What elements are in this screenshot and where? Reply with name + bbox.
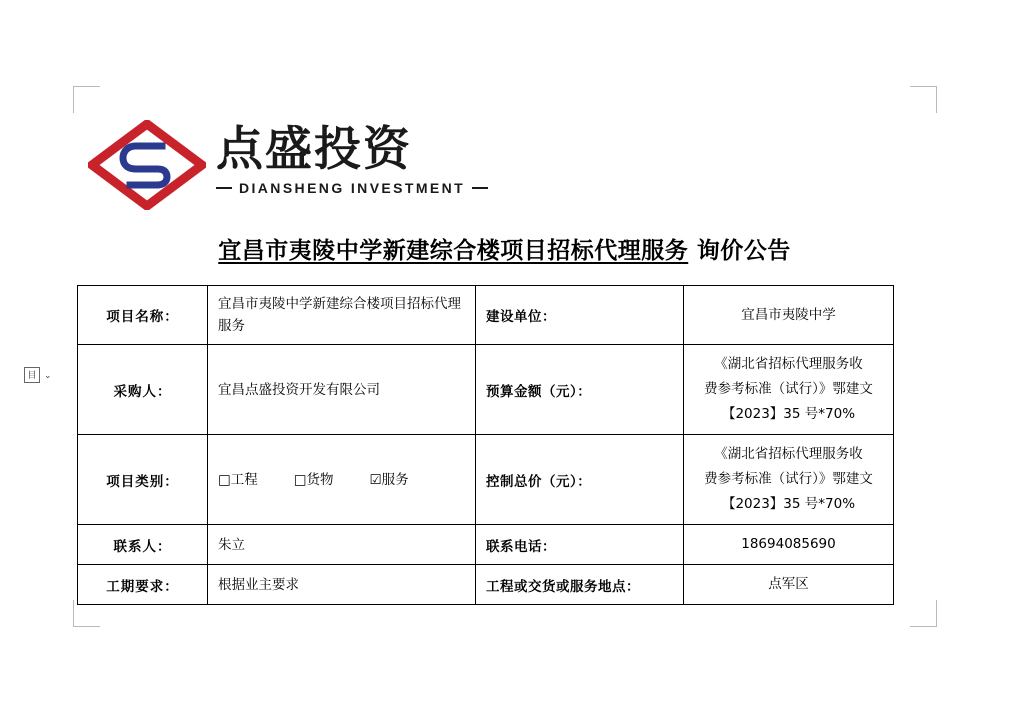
logo-wordmark — [216, 122, 492, 196]
table-row — [78, 345, 894, 435]
value-project-name: 宜昌市夷陵中学新建综合楼项目招标代理服务 — [208, 286, 476, 345]
label-project-name: 项目名称： — [78, 286, 208, 345]
logo-company-name-cn: 点盛投资 — [216, 122, 412, 177]
value-construction-unit: 宜昌市夷陵中学 — [684, 286, 894, 345]
value-control-price — [684, 435, 894, 525]
value-budget-amount — [684, 345, 894, 435]
crop-mark-top-left — [73, 86, 100, 113]
table-row — [78, 565, 894, 605]
label-control-price: 控制总价（元）： — [476, 435, 684, 525]
category-option-engineering-label: 工程 — [230, 471, 258, 488]
label-contact-phone: 联系电话： — [476, 525, 684, 565]
category-option-goods-label: 货物 — [306, 471, 334, 488]
diamond-logo-mark — [88, 120, 206, 210]
value-budget-amount-line1: 《湖北省招标代理服务收 — [714, 356, 863, 372]
category-option-engineering[interactable] — [218, 469, 258, 491]
value-duration-requirement: 根据业主要求 — [208, 565, 476, 605]
crop-mark-top-right — [910, 86, 937, 113]
page-title-suffix: 询价公告 — [696, 237, 791, 264]
category-option-service-label: 服务 — [381, 471, 409, 488]
table-row — [78, 525, 894, 565]
label-contact-person: 联系人： — [78, 525, 208, 565]
value-project-category — [208, 435, 476, 525]
value-contact-phone: 18694085690 — [684, 525, 894, 565]
company-logo — [88, 120, 493, 210]
page-title — [0, 232, 1009, 265]
value-budget-amount-line3: 【2023】35 号*70% — [721, 406, 856, 422]
label-project-category: 项目类别： — [78, 435, 208, 525]
checkbox-unchecked-icon[interactable]: □ — [218, 471, 231, 488]
value-control-price-line3: 【2023】35 号*70% — [721, 496, 856, 512]
category-option-group — [218, 469, 465, 491]
logo-company-name-en: DIANSHENG INVESTMENT — [239, 180, 466, 196]
value-control-price-line2: 费参考标准（试行）》鄂建文 — [704, 471, 873, 487]
value-purchaser: 宜昌点盛投资开发有限公司 — [208, 345, 476, 435]
label-service-location: 工程或交货或服务地点： — [476, 565, 684, 605]
table-row — [78, 286, 894, 345]
label-budget-amount: 预算金额（元）： — [476, 345, 684, 435]
checkbox-checked-icon[interactable]: ☑ — [369, 471, 382, 488]
label-duration-requirement: 工期要求： — [78, 565, 208, 605]
crop-mark-bottom-right — [910, 600, 937, 627]
category-option-goods[interactable] — [294, 469, 334, 491]
project-info-table — [77, 285, 894, 605]
chevron-down-icon[interactable]: ⌄ — [44, 369, 52, 380]
outline-icon[interactable]: 目 — [24, 367, 40, 383]
label-purchaser: 采购人： — [78, 345, 208, 435]
label-construction-unit: 建设单位： — [476, 286, 684, 345]
value-contact-person: 朱立 — [208, 525, 476, 565]
page-title-main: 宜昌市夷陵中学新建综合楼项目招标代理服务 — [218, 237, 689, 264]
value-service-location: 点军区 — [684, 565, 894, 605]
category-option-service[interactable] — [370, 469, 409, 491]
logo-rule-right — [472, 187, 488, 189]
left-gutter-widget[interactable] — [24, 367, 52, 383]
checkbox-unchecked-icon[interactable]: □ — [293, 471, 307, 488]
logo-rule-left — [216, 187, 232, 189]
table-row — [78, 435, 894, 525]
logo-company-name-en-row — [216, 180, 492, 196]
value-budget-amount-line2: 费参考标准（试行）》鄂建文 — [704, 381, 873, 397]
value-control-price-line1: 《湖北省招标代理服务收 — [714, 446, 863, 462]
